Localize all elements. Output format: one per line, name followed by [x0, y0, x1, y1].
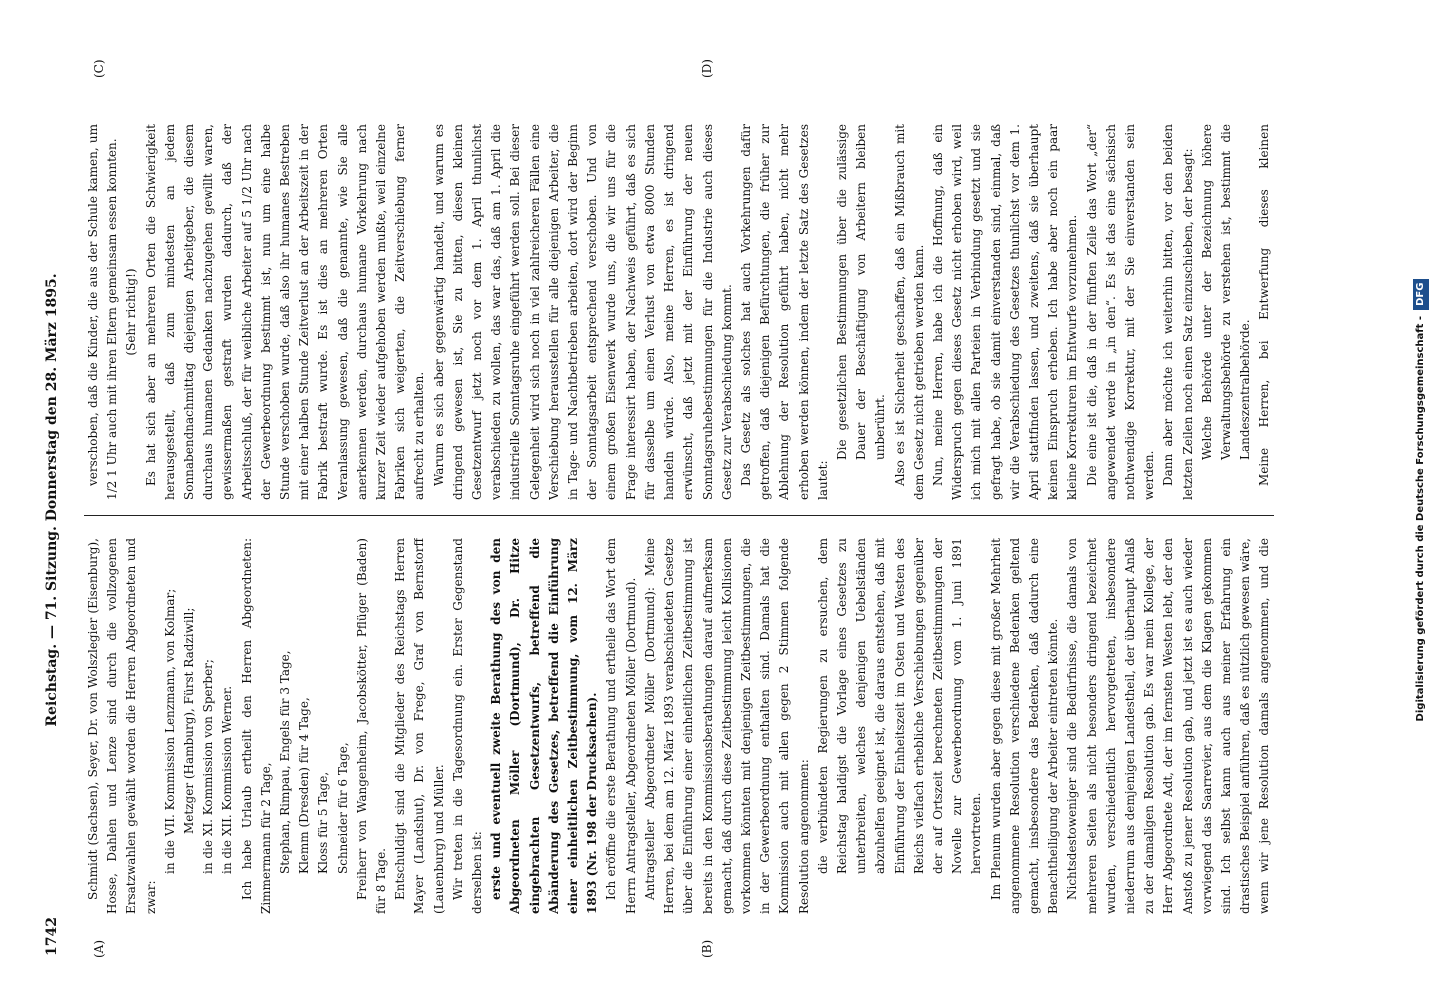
interjection: (Sehr richtig!) — [124, 268, 139, 356]
paragraph: Freiherr von Wangenheim, Jacobskötter, Pflüger (Baden) für 8 Tage. — [354, 538, 389, 914]
paragraph: Dann aber möchte ich weiterhin bitten, vor den beiden letzten Zeilen noch einen Satz einzuschieben, der besagt: — [1161, 124, 1195, 500]
quoted-law-text: Die gesetzlichen Bestimmungen über die zulässige Dauer der Beschäftigung von Arbeitern bleiben unberührt. — [834, 124, 888, 460]
running-title: Reichstag. — 71. Sitzung. Donnerstag den 28. März 1895. — [44, 273, 60, 727]
footer-text: Digitalisierung gefördert durch die Deutsche Forschungsgemeinschaft - — [1415, 315, 1426, 722]
paragraph: Wir treten in die Tagesordnung ein. Erster Gegenstand derselben ist: — [450, 538, 485, 914]
paragraph: Die eine ist die, daß in der fünften Zeile das Wort „der“ angewendet werde in „in den“. Es ist das eine sächsisch nothwendige Korrektur, mit der Sie einverstanden sein werden. — [1084, 124, 1157, 500]
agenda-item-text: erste und eventuell zweite Berathung des von den Abgeordneten Möller (Dortmund), Dr. Hitze eingebrachten Gesetzentwurfs, betreffend die Abänderung des Gesetzes, betreffend die Einführung einer einheitlichen Zeitbestimmung, vom 12. März 1893 (Nr. 198 der Drucksachen). — [489, 538, 600, 914]
paragraph: Nichtsdestoweniger sind die Bedürfnisse, die damals von mehreren Seiten als nicht besonders dringend bezeichnet wurden, verschiedentlich hervorgetreten, insbesondere niederrum aus demjenigen Landestheil, der überhaupt Anlaß zu der damaligen Resolution gab. Es war mein Kollege, der Herr Abgeordnete Adt, der im fernsten Westen lebt, der den Anstoß zu jener Resolution gab, und jetzt ist es auch wieder vorwiegend das Saarrevier, aus dem die Klagen gekommen sind. Ich selbst kann auch aus meiner Erfahrung ein drastisches Beispiel anführen, daß es nützlich gewesen wäre, wenn wir jene Resolution damals angenommen, und die — [1065, 538, 1272, 914]
paragraph: Antragsteller Abgeordneter Möller (Dortmund): Meine Herren, bei dem am 12. März 1893 verabschiedeten Gesetze über die Einführung einer einheitlichen Zeitbestimmung ist bereits in den Kommissionsberathungen darauf aufmerksam gemacht, daß durch diese Zeitbestimmung leicht Kollisionen vorkommen könnten mit denjenigen Zeitbestimmungen, die in der Gewerbeordnung enthalten sind. Damals hat die Kommission auch mit allen gegen 2 Stimmen folgende Resolution angenommen: — [642, 538, 811, 914]
paragraph: verschoben, daß die Kinder, die aus der Schule kamen, um 1/2 1 Uhr auch mit ihren Eltern gemeinsam essen konnten. — [86, 124, 120, 500]
page-header — [44, 0, 66, 1000]
right-text-column — [84, 124, 1274, 500]
margin-mark-a: (A) — [92, 939, 106, 958]
margin-mark-d: (D) — [700, 59, 714, 78]
page-number: 1742 — [44, 917, 60, 956]
paragraph: Metzger (Hamburg), Fürst Radziwill; — [182, 607, 197, 834]
digitization-footer — [1410, 0, 1432, 1000]
paragraph: Stephan, Rimpau, Engels für 3 Tage, — [278, 650, 293, 874]
paragraph: Das Gesetz als solches hat auch Vorkehrungen dafür getroffen, daß diejenigen Befürchtungen, die früher zur Ablehnung der Resolution geführt haben, nicht mehr erhoben werden können, indem der letzte Satz des Gesetzes lautet: — [738, 124, 830, 500]
paragraph: Klemm (Dresden) für 4 Tage, — [297, 697, 312, 874]
paragraph: Kloss für 5 Tage, — [316, 771, 331, 874]
paragraph: Entschuldigt sind die Mitglieder des Reichstags Herren Mayer (Landshut), Dr. von Frege, Graf von Bernstorff (Lauenburg) und Müller. — [393, 538, 446, 914]
agenda-item — [487, 538, 602, 914]
paragraph: Ich habe Urlaub ertheilt den Herren Abgeordneten: Zimmermann für 2 Tage, — [239, 538, 273, 914]
paragraph: Nun, meine Herren, habe ich die Hoffnung, daß ein Widerspruch gegen dieses Gesetz nicht erhoben wird, weil ich mich mit allen Parteien in Verbindung gesetzt und sie gefragt habe, ob sie damit einverstanden sind, einmal, daß wir die Verabschiedung des Gesetzes thunlichst vor dem 1. April stattfinden lassen, und zweitens, daß sie überhaupt keinen Einspruch erheben. Ich habe aber noch ein paar kleine Korrekturen im Entwurfe vorzunehmen. — [930, 124, 1080, 500]
paragraph: Warum es sich aber gegenwärtig handelt, und warum es dringend gewesen ist, Sie zu bitten, diesen kleinen Gesetzentwurf jetzt noch vor dem 1. April thunlichst verabschieden zu wollen, das war das, daß am 1. April die industrielle Sonntagsruhe eingeführt werden soll. Bei dieser Gelegenheit wird sich noch in viel zahlreicheren Fällen eine Verschiebung herausstellen für alle diejenigen Arbeiter, die in Tage- und Nachtbetrieben arbeiten, dort wird der Beginn der Sonntagsarbeit entsprechend verschoben. Und von einem großen Eisenwerk wurde uns, die wir uns für die Frage interessirt haben, der Nachweis geführt, daß es sich für dasselbe um einen Verlust von etwa 8000 Stunden handeln würde. Also, meine Herren, es ist dringend erwünscht, daß jetzt mit der Einführung der neuen Sonntagsruhebestimmungen für die Industrie auch dieses Gesetz zur Verabschiedung kommt. — [431, 124, 734, 500]
paragraph: Also es ist Sicherheit geschaffen, daß ein Mißbrauch mit dem Gesetz nicht getrieben werden kann. — [892, 124, 926, 500]
margin-mark-b: (B) — [700, 939, 714, 958]
paragraph: Ich eröffne die erste Berathung und ertheile das Wort dem Herrn Antragsteller, Abgeordneten Möller (Dortmund). — [604, 538, 638, 914]
paragraph: Schneider für 6 Tage, — [335, 742, 350, 874]
quoted-resolution: die verbündeten Regierungen zu ersuchen, dem Reichstag baldigst die Vorlage eines Gesetzes zu unterbreiten, welches denjenigen Uebelständen abzuhelfen geeignet ist, die daraus entstehen, daß mit Einführung der Einheitszeit im Osten und Westen des Reichs vielfach erhebliche Verschiebungen gegenüber der auf Ortszeit berechneten Zeitbestimmungen der Novelle zur Gewerbeordnung vom 1. Juni 1891 hervortreten. — [815, 538, 984, 874]
paragraph: Im Plenum wurden aber gegen diese mit großer Mehrheit angenommene Resolution verschiedene Bedenken geltend gemacht, insbesondere das Bedenken, daß dadurch eine Benachtheiligung der Arbeiter eintreten könnte. — [988, 538, 1061, 914]
paragraph: Schmidt (Sachsen), Seyer, Dr. von Wolszlegier (Eisenburg), Hosse, Dahlen und Lenze sind durch die vollzogenen Ersatzwahlen gewählt worden die Herren Abgeordneten und zwar: — [86, 538, 158, 914]
left-text-column — [84, 538, 1274, 914]
paragraph: in die VII. Kommission Lenzmann, von Kolmar; — [162, 588, 177, 874]
paragraph: Es hat sich aber an mehreren Orten die Schwierigkeit herausgestellt, daß zum mindesten an jedem Sonnabendnachmittag diejenigen Arbeitgeber, die diesem durchaus humanen Gedanken nachzugehen gewillt waren, gewissermaßen gestraft wurden dadurch, daß der Arbeitsschluß, der für weibliche Arbeiter auf 5 1/2 Uhr nach der Gewerbeordnung bestimmt ist, nun um eine halbe Stunde verschoben wurde, daß also ihr humanes Bestreben mit einer halben Stunde Zeitverlust an der Arbeitszeit in der Fabrik bestraft wurde. Es ist dies an mehreren Orten Veranlassung gewesen, daß die genannte, wie Sie alle anerkennen werden, durchaus humane Vorkehrung nach kurzer Zeit wieder aufgehoben werden mußte, weil einzelne Fabriken sich weigerten, die Zeitverschiebung ferner aufrecht zu erhalten. — [143, 124, 427, 500]
dfg-logo: DFG — [1413, 279, 1429, 310]
column-divider — [84, 515, 1274, 516]
paragraph: Meine Herren, bei Entwerfung dieses kleinen — [1257, 124, 1272, 486]
quoted-amendment: Welche Behörde unter der Bezeichnung höhere Verwaltungsbehörde zu verstehen ist, bestimmt die Landeszentralbehörde. — [1199, 124, 1253, 460]
margin-mark-c: (C) — [92, 59, 106, 78]
paragraph: in die XI. Kommission von Sperber; — [201, 659, 216, 874]
paragraph: in die XII. Kommission Werner. — [220, 685, 235, 874]
